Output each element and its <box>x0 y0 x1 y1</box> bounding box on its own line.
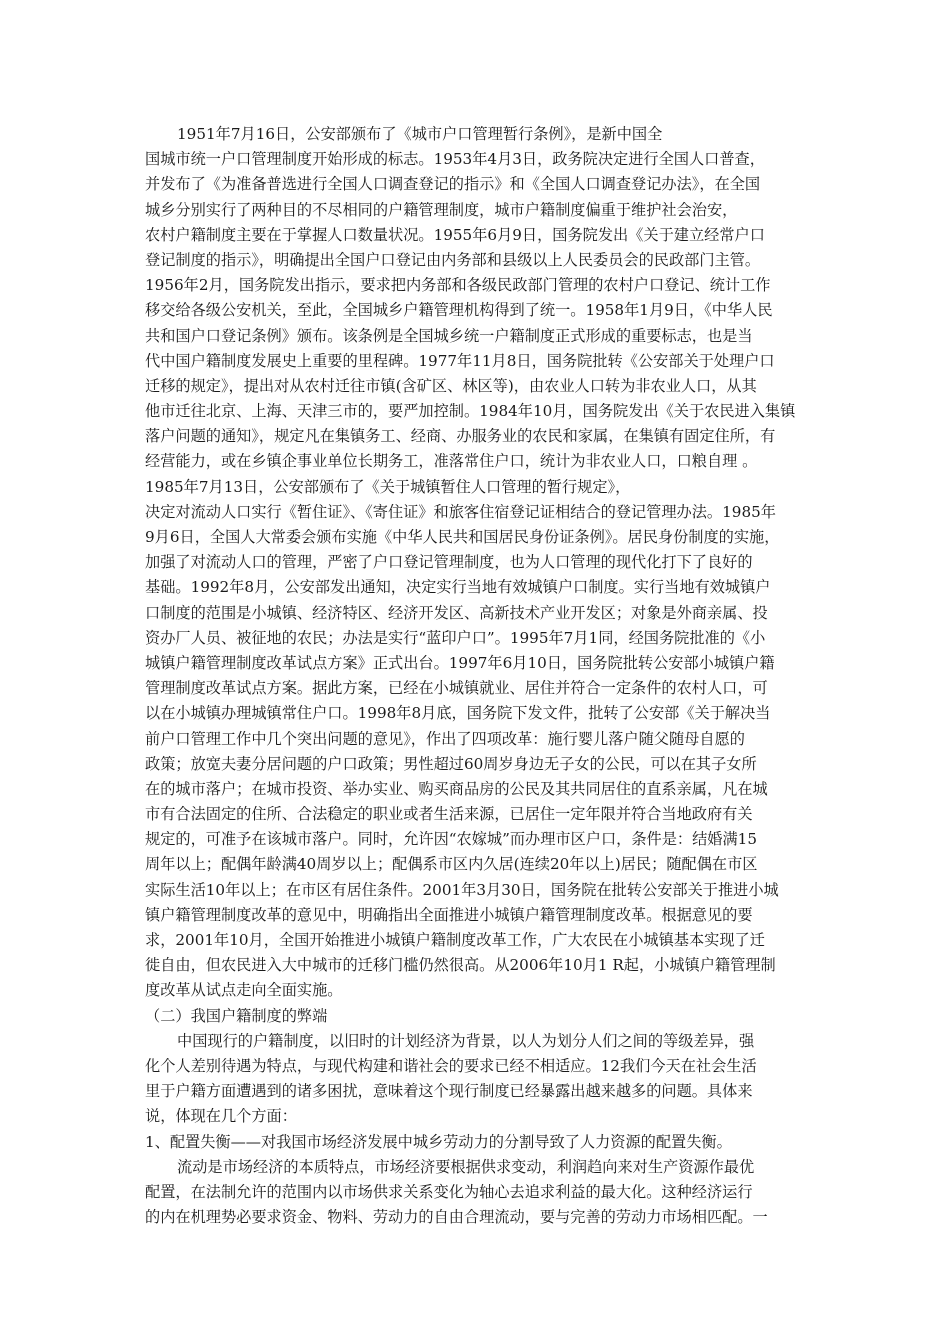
text-line: 市有合法固定的住所、合法稳定的职业或者生活来源，已居住一定年限并符合当地政府有关 <box>145 805 753 824</box>
text-line: 加强了对流动人口的管理，严密了户口登记管理制度，也为人口管理的现代化打下了良好的 <box>145 553 753 572</box>
text-line: 登记制度的指示》，明确提出全国户口登记由内务部和县级以上人民委员会的民政部门主管。 <box>145 250 761 269</box>
text-line: 求，2001年10月，全国开始推进小城镇户籍制度改革工作，广大农民在小城镇基本实现了迁 <box>145 931 765 949</box>
text-line: 说，体现在几个方面： <box>145 1107 297 1126</box>
text-line: 管理制度改革试点方案。据此方案，已经在小城镇就业、居住并符合一定条件的农村人口，可 <box>145 679 768 698</box>
text-line: 共和国户口登记条例》颁布。该条例是全国城乡统一户籍制度正式形成的重要标志，也是当 <box>145 326 753 345</box>
text-line: 资办厂人员、被征地的农民；办法是实行“蓝印户口”。1995年7月1同，经国务院批准的《小 <box>145 628 766 647</box>
text-line: 徙自由，但农民进入大中城市的迁移门槛仍然很高。从2006年10月1 R起，小城镇户籍管理制 <box>145 956 776 975</box>
text-line: 城乡分别实行了两种目的不尽相同的户籍管理制度，城市户籍制度偏重于维护社会治安， <box>145 200 738 219</box>
text-line: 以在小城镇办理城镇常住户口。1998年8月底，国务院下发文件，批转了公安部《关于解决当 <box>145 704 771 723</box>
text-line: 迁移的规定》，提出对从农村迁往市镇(含矿区、林区等)，由农业人口转为非农业人口，从其 <box>145 376 757 395</box>
text-line: 基础。1992年8月，公安部发出通知，决定实行当地有效城镇户口制度。实行当地有效城镇户 <box>145 578 771 597</box>
text-line: 口制度的范围是小城镇、经济特区、经济开发区、高新技术产业开发区；对象是外商亲属、投 <box>145 603 768 622</box>
text-line: 里于户籍方面遭遇到的诸多困扰，意味着这个现行制度已经暴露出越来越多的问题。具体来 <box>145 1082 753 1101</box>
text-line: 政策；放宽夫妻分居问题的户口政策；男性超过60周岁身边无子女的公民，可以在其子女所 <box>145 754 757 773</box>
text-line: 9月6日，全国人大常委会颁布实施《中华人民共和国居民身份证条例》。居民身份制度的实施， <box>145 528 780 546</box>
text-line: 代中国户籍制度发展史上重要的里程碑。1977年11月8日，国务院批转《公安部关于处理户口 <box>145 351 775 370</box>
text-line: 他市迁往北京、上海、天津三市的，要严加控制。1984年10月，国务院发出《关于农民进入集镇 <box>145 402 796 421</box>
text-line: 农村户籍制度主要在于掌握人口数量状况。1955年6月9日，国务院发出《关于建立经常户口 <box>145 225 765 244</box>
text-line: 度改革从试点走向全面实施。 <box>145 981 343 1000</box>
text-line: 化个人差别待遇为特点，与现代构建和谐社会的要求已经不相适应。12我们今天在社会生活 <box>145 1056 757 1075</box>
text-line: 实际生活10年以上；在市区有居住条件。2001年3月30日，国务院在批转公安部关于推进小城 <box>145 880 779 899</box>
text-line: 国城市统一户口管理制度开始形成的标志。1953年4月3日，政务院决定进行全国人口普查， <box>145 150 765 169</box>
document-body <box>145 122 810 1230</box>
text-line: 规定的，可准予在该城市落户。同时，允许因“农嫁城”而办理市区户口，条件是：结婚满15 <box>145 830 757 849</box>
text-line: 1、配置失衡——对我国市场经济发展中城乡劳动力的分割导致了人力资源的配置失衡。 <box>145 1132 732 1151</box>
text-line: 经营能力，或在乡镇企事业单位长期务工，准落常住户口，统计为非农业人口，口粮自理 。 <box>145 452 758 471</box>
text-line: 的内在机理势必要求资金、物料、劳动力的自由合理流动，要与完善的劳动力市场相匹配。一 <box>145 1208 768 1227</box>
text-line: 镇户籍管理制度改革的意见中，明确指出全面推进小城镇户籍管理制度改革。根据意见的要 <box>145 905 753 924</box>
text-line: 城镇户籍管理制度改革试点方案》正式出台。1997年6月10日，国务院批转公安部小城镇户籍 <box>145 653 775 672</box>
text-line: 1985年7月13日，公安部颁布了《关于城镇暂住人口管理的暂行规定》， <box>145 477 631 496</box>
text-line: 移交给各级公安机关，至此，全国城乡户籍管理机构得到了统一。1958年1月9日，《中华人民 <box>145 301 773 320</box>
paragraph-first-line: 流动是市场经济的本质特点，市场经济要根据供求变动，利润趋向来对生产资源作最优 <box>177 1157 755 1176</box>
paragraph-first-line: 1951年7月16日，公安部颁布了《城市户口管理暂行条例》，是新中国全 <box>177 125 663 143</box>
text-line: 在的城市落户；在城市投资、举办实业、购买商品房的公民及其共同居住的直系亲属，凡在城 <box>145 779 768 798</box>
text-line: 并发布了《为准备普选进行全国人口调查登记的指示》和《全国人口调查登记办法》，在全国 <box>145 175 761 194</box>
text-line: 决定对流动人口实行《暂住证》、《寄住证》和旅客住宿登记证相结合的登记管理办法。1985年 <box>145 502 776 521</box>
text-line: 周年以上；配偶年龄满40周岁以上；配偶系市区内久居(连续20年以上)居民；随配偶在市区 <box>145 855 758 874</box>
text-line: 前户口管理工作中几个突出问题的意见》，作出了四项改革：施行婴儿落户随父随母自愿的 <box>145 729 745 748</box>
text-line: 1956年2月，国务院发出指示，要求把内务部和各级民政部门管理的农村户口登记、统计工作 <box>145 276 771 295</box>
paragraph-first-line: 中国现行的户籍制度，以旧时的计划经济为背景，以人为划分人们之间的等级差异，强 <box>177 1031 755 1050</box>
text-line: 配置，在法制允许的范围内以市场供求关系变化为轴心去追求利益的最大化。这种经济运行 <box>145 1182 753 1201</box>
text-line: （二）我国户籍制度的弊端 <box>145 1006 328 1025</box>
text-line: 落户问题的通知》，规定凡在集镇务工、经商、办服务业的农民和家属，在集镇有固定住所，有 <box>145 427 776 446</box>
